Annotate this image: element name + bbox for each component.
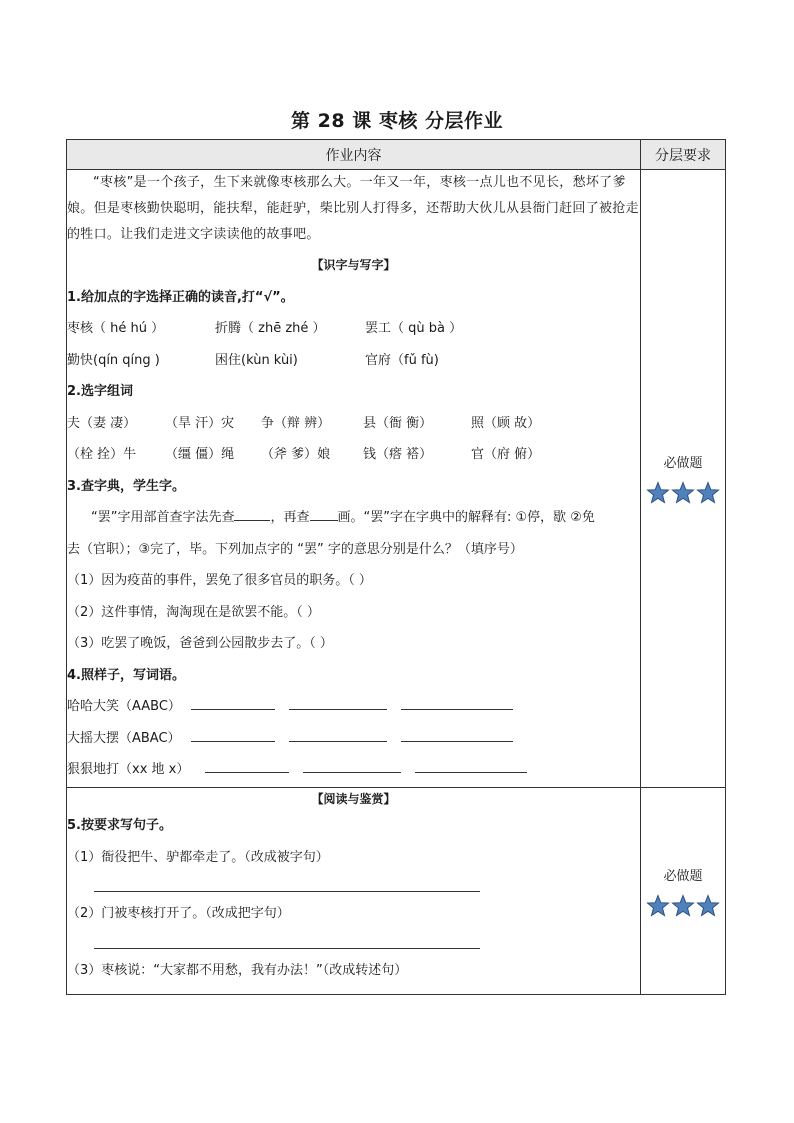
header-content: 作业内容 [67,140,641,170]
q2-item: 夫（妻 凄） [67,415,137,431]
intro-paragraph: “枣核”是一个孩子，生下来就像枣核那么大。一年又一年，枣核一点儿也不见长，愁坏了爹娘。但是枣核勤快聪明，能扶犁，能赶驴，柴比别人打得多，还帮助大伙儿从县衙门赶回了被抢走的牲口。让我们走进文字读读他的故事吧。 [67,175,639,242]
q3-item-2: （2）这件事情，淘淘现在是欲罢不能。（ ） [67,604,320,620]
q2-item: 官（府 俯） [471,447,541,462]
q1-item: 枣核（ hé hú ） [67,321,165,336]
q2-item: （缰 僵）绳 [165,447,235,462]
answer-blank[interactable] [289,727,387,742]
answer-blank[interactable] [234,506,270,521]
q5-title: 5.按要求写句子。 [67,818,172,833]
q3-text: 画。“罢”字在字典中的解释有: ①停，歇 ②免 [337,510,595,525]
star-icon [696,481,720,505]
subheading-literacy: 【识字与写字】 [311,258,396,272]
q5-item-1: （1）衙役把牛、驴都牵走了。（改成被字句） [67,849,329,865]
table-header-row [67,140,726,170]
star-icon [646,894,670,918]
q2-row-2 [67,439,640,471]
q1-row-1 [67,313,640,345]
q2-item: 照（顾 故） [471,415,541,431]
q2-item: 争（辩 辨） [261,415,331,431]
q3-text: “罢”字用部首查字法先查 [91,510,235,525]
q1-item: 困住(kùn kùi) [215,352,298,368]
section-2-row [67,788,726,995]
q2-item: 钱（瘩 褡） [363,447,433,462]
q2-item: （栓 拴）牛 [67,447,137,462]
star-icon [671,481,695,505]
answer-line[interactable] [94,930,480,949]
q3-text: ，再查 [270,510,310,525]
q5-item-3: （3）枣核说：“大家都不用愁，我有办法！”（改成转述句） [67,962,408,978]
answer-line[interactable] [94,873,480,892]
header-requirement: 分层要求 [641,140,726,170]
star-rating [641,894,725,918]
q5-item-2: （2）门被枣核打开了。（改成把字句） [67,906,290,921]
page-title: 第 28 课 枣核 分层作业 [291,110,503,132]
q4-example: 哈哈大笑（AABC） [67,699,181,714]
answer-blank[interactable] [401,727,513,742]
q1-title: 1.给加点的字选择正确的读音,打“√”。 [67,289,294,305]
q1-item: 折腾（ zhē zhé ） [215,321,326,336]
star-icon [671,894,695,918]
q2-item: （旱 汗）灾 [165,415,235,431]
q2-row-1 [67,408,640,440]
answer-blank[interactable] [191,695,275,710]
q4-row-2 [67,723,640,755]
q3-title: 3.查字典，学生字。 [67,478,185,494]
homework-table [66,139,726,995]
answer-blank[interactable] [310,506,338,521]
q4-example: 大摇大摆（ABAC） [67,730,181,746]
q3-line-2: 去（官职）；③完了，毕。下列加点字的 “罢” 字的意思分别是什么？（填序号） [67,541,523,557]
answer-blank[interactable] [191,727,275,742]
section-1-requirement [641,170,726,788]
requirement-label: 必做题 [663,456,703,471]
q1-item: 勤快(qín qíng ) [67,352,160,368]
answer-blank[interactable] [401,695,513,710]
q3-item-1: （1）因为疫苗的事件，罢免了很多官员的职务。（ ） [67,573,372,588]
requirement-label: 必做题 [663,868,703,884]
answer-blank[interactable] [303,758,401,773]
q1-item: 官府（fǔ fù) [365,352,439,368]
q1-row-2 [67,345,640,377]
answer-blank[interactable] [289,695,387,710]
star-icon [696,894,720,918]
q3-item-3: （3）吃罢了晚饭，爸爸到公园散步去了。（ ） [67,636,333,651]
answer-blank[interactable] [415,758,527,773]
q4-example: 狠狠地打（xx 地 x） [67,762,190,777]
answer-blank[interactable] [205,758,289,773]
subheading-reading: 【阅读与鉴赏】 [311,792,396,806]
section-2-content [67,788,641,995]
star-icon [646,481,670,505]
q4-row-1 [67,691,640,723]
section-1-content [67,170,641,788]
q4-row-3 [67,754,640,786]
star-rating [641,481,725,505]
q2-item: 县（衙 衡） [363,415,433,431]
section-2-requirement [641,788,726,995]
q3-line-1 [67,502,640,534]
section-1-row [67,170,726,788]
q1-item: 罢工（ qù bà ） [365,321,463,336]
q2-item: （斧 爹）娘 [261,447,331,462]
q4-title: 4.照样子，写词语。 [67,667,185,683]
q2-title: 2.选字组词 [67,384,133,399]
